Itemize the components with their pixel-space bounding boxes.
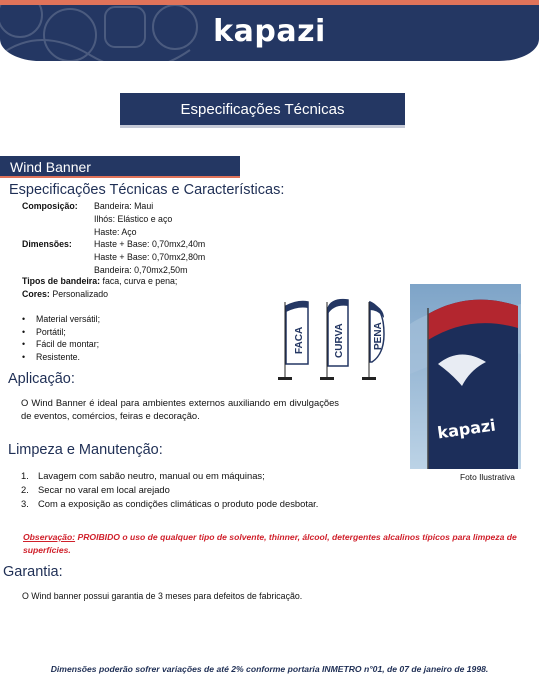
spec-row bbox=[22, 213, 205, 226]
list-item: • Portátil; bbox=[22, 326, 100, 339]
observation-label: Observação: bbox=[23, 532, 76, 542]
spec-value: Haste + Base: 0,70mx2,40m bbox=[94, 239, 206, 250]
list-item bbox=[21, 497, 318, 511]
pena-flag bbox=[362, 302, 384, 380]
flag-types-value: faca, curva e pena; bbox=[102, 276, 178, 286]
step-text: Lavagem com sabão neutro, manual ou em máquinas; bbox=[38, 470, 265, 481]
application-text: O Wind Banner é ideal para ambientes externos auxiliando em divulgações de eventos, comércios, feiras e decoração. bbox=[21, 397, 339, 422]
spec-row bbox=[22, 264, 205, 277]
guarantee-text: O Wind banner possui garantia de 3 meses para defeitos de fabricação. bbox=[22, 591, 303, 601]
spec-row bbox=[22, 238, 205, 251]
features-list bbox=[22, 313, 100, 363]
pena-flag-label: PENA bbox=[373, 322, 384, 350]
section-title: Especificações Técnicas bbox=[120, 93, 405, 128]
curva-flag bbox=[320, 300, 348, 380]
photo-caption: Foto Ilustrativa bbox=[460, 472, 515, 482]
spec-key bbox=[22, 213, 94, 226]
specs-heading: Especificações Técnicas e Características: bbox=[9, 182, 285, 198]
list-item: • Resistente. bbox=[22, 351, 100, 364]
guarantee-heading: Garantia: bbox=[3, 564, 63, 580]
maintenance-heading: Limpeza e Manutenção: bbox=[8, 442, 163, 458]
faca-flag bbox=[278, 302, 308, 381]
list-item: • Material versátil; bbox=[22, 313, 100, 326]
flag-types-row bbox=[22, 276, 177, 286]
kapazi-logo: kapazi bbox=[213, 14, 326, 49]
step-text: Com a exposição as condições climáticas o produto pode desbotar. bbox=[38, 498, 319, 509]
spec-value: Bandeira: 0,70mx2,50m bbox=[94, 264, 188, 275]
faca-flag-label: FACA bbox=[294, 326, 305, 354]
spec-value: Haste + Base: 0,70mx2,80m bbox=[94, 252, 206, 263]
observation-note bbox=[23, 531, 523, 556]
curva-flag-label: CURVA bbox=[334, 323, 345, 358]
spec-row bbox=[22, 251, 205, 264]
step-number: 3. bbox=[21, 498, 29, 509]
observation-text: PROIBIDO o uso de qualquer tipo de solvente, thinner, álcool, detergentes alcalinos típicos para limpeza de superfícies. bbox=[23, 532, 517, 555]
product-photo bbox=[410, 284, 521, 469]
spec-value: Bandeira: Maui bbox=[94, 201, 154, 211]
list-item bbox=[21, 483, 318, 497]
spec-key: Composição: bbox=[22, 201, 78, 211]
spec-value: Ilhós: Elástico e aço bbox=[94, 213, 173, 224]
list-item bbox=[21, 469, 318, 483]
spec-key bbox=[22, 264, 94, 277]
spec-key bbox=[22, 251, 94, 264]
list-item: • Fácil de montar; bbox=[22, 338, 100, 351]
maintenance-steps bbox=[21, 469, 318, 511]
spec-row bbox=[22, 200, 205, 213]
spec-value: Haste: Aço bbox=[94, 226, 137, 237]
step-text: Secar no varal em local arejado bbox=[38, 484, 170, 495]
spec-key: Dimensões: bbox=[22, 239, 72, 250]
step-number: 2. bbox=[21, 484, 29, 495]
spec-row bbox=[22, 226, 205, 239]
flag-types-illustration bbox=[270, 294, 390, 386]
step-number: 1. bbox=[21, 470, 29, 481]
product-title-bar: Wind Banner bbox=[0, 156, 240, 178]
application-heading: Aplicação: bbox=[8, 371, 75, 387]
flag-types-label: Tipos de bandeira: bbox=[22, 276, 101, 286]
spec-key bbox=[22, 226, 94, 239]
photo-banner-text: kapazi bbox=[436, 415, 497, 443]
colors-row bbox=[22, 289, 108, 299]
colors-label: Cores: bbox=[22, 289, 50, 299]
specs-table bbox=[22, 200, 205, 277]
header-banner bbox=[0, 5, 539, 61]
colors-value: Personalizado bbox=[52, 289, 109, 299]
footer-note: Dimensões poderão sofrer variações de até 2% conforme portaria INMETRO n°01, de 07 de janeiro de 1998. bbox=[50, 664, 489, 674]
